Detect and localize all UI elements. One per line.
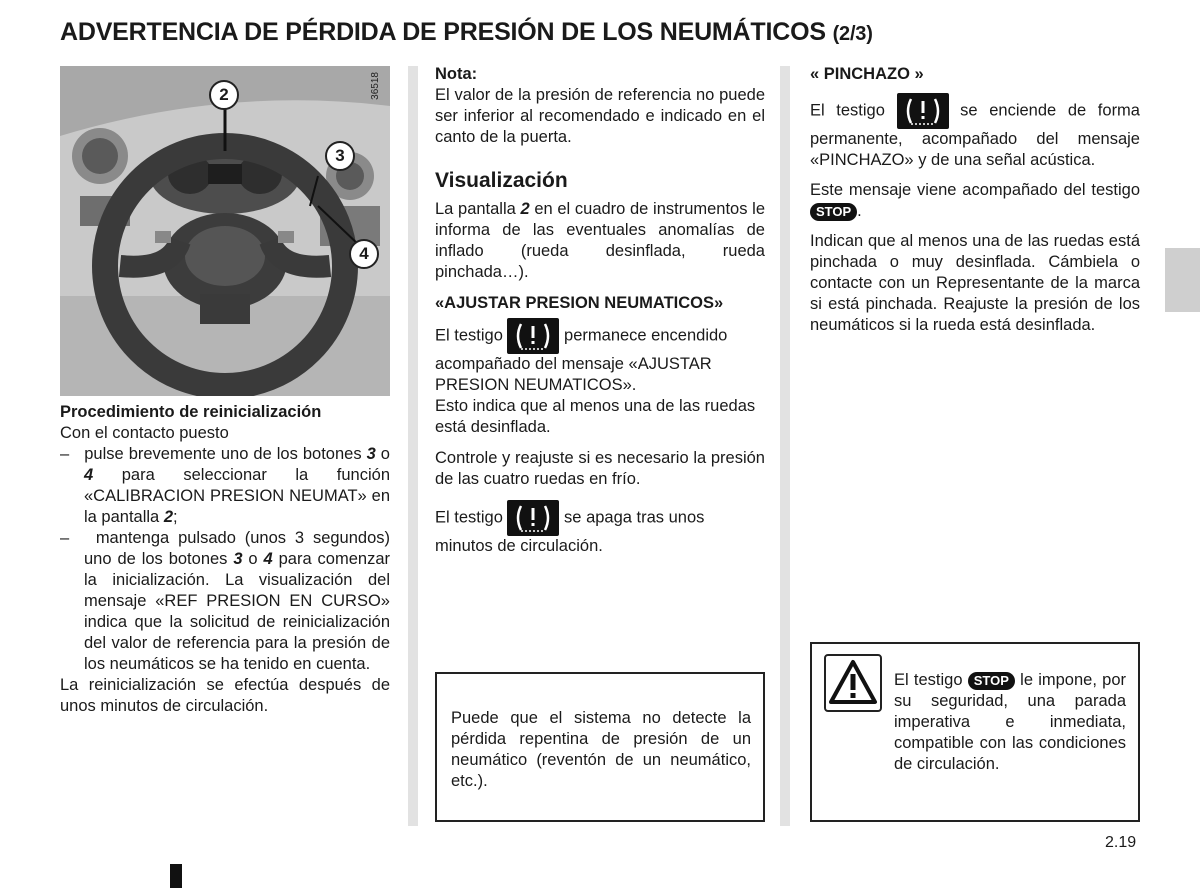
right-column bbox=[810, 64, 1140, 336]
button-ref: 4 bbox=[84, 466, 94, 484]
display-ref: 2 bbox=[520, 200, 530, 218]
page-title-part: (2/3) bbox=[832, 23, 873, 45]
warn-pre: El testigo bbox=[894, 671, 968, 689]
page-title bbox=[60, 18, 873, 47]
callout-3: 3 bbox=[325, 141, 355, 171]
step-text: para comenzar la inicialización. La visualización del mensaje «REF PRESION EN CURSO» indica que la solicitud de reinicialización del valor de referencia para la presión de los neumáticos se ha tenido en cuenta. bbox=[84, 550, 390, 673]
warn-post: le impone, por su seguridad, una parada imperativa e inmediata, compatible con las condiciones de circulación. bbox=[894, 671, 1126, 773]
figure-code: 36518 bbox=[370, 72, 381, 100]
step-text: pulse brevemente uno de los botones bbox=[84, 445, 367, 463]
page-number: 2.19 bbox=[1105, 834, 1137, 851]
tire-pressure-warning-icon bbox=[897, 93, 949, 129]
visualizacion-heading: Visualización bbox=[435, 169, 568, 192]
step-text: para seleccionar la función «CALIBRACION PRESION NEUMAT» en la pantalla bbox=[84, 466, 390, 526]
stop-warning-icon: STOP bbox=[968, 672, 1015, 690]
chapter-tab bbox=[1165, 248, 1200, 312]
ajustar-text bbox=[435, 318, 765, 396]
stop-warning-icon: STOP bbox=[810, 203, 857, 221]
button-ref: 3 bbox=[233, 550, 243, 568]
procedure-step-1 bbox=[60, 444, 390, 528]
page-edge-mark bbox=[170, 864, 182, 888]
apaga-post: se apaga tras unos minutos de circulación. bbox=[435, 508, 705, 555]
stop-post: . bbox=[857, 202, 862, 220]
ajustar-post: permanece encendido acompañado del mensaje «AJUSTAR PRESION NEUMATICOS». bbox=[435, 326, 728, 394]
dash: – bbox=[60, 445, 70, 463]
pinchazo-pre: El testigo bbox=[810, 101, 897, 120]
visualizacion-text bbox=[435, 199, 765, 283]
display-ref: 2 bbox=[163, 508, 173, 526]
step-text: mantenga pulsado (unos 3 segundos) uno de los botones bbox=[84, 529, 390, 568]
controle-text: Controle y reajuste si es necesario la presión de las cuatro ruedas en frío. bbox=[435, 449, 765, 488]
dash: – bbox=[60, 529, 70, 547]
apaga-text bbox=[435, 500, 765, 557]
stop-pre: Este mensaje viene acompañado del testigo bbox=[810, 181, 1140, 199]
pinchazo-text bbox=[810, 93, 1140, 171]
procedure-intro: Con el contacto puesto bbox=[60, 424, 229, 442]
step-text: o bbox=[375, 445, 390, 463]
procedure-step-2 bbox=[60, 528, 390, 675]
steering-wheel-photo bbox=[60, 66, 390, 396]
step-text: ; bbox=[173, 508, 178, 526]
column-separator bbox=[408, 66, 418, 826]
button-ref: 3 bbox=[366, 445, 376, 463]
warning-box bbox=[810, 642, 1140, 822]
ajustar-heading: «AJUSTAR PRESION NEUMATICOS» bbox=[435, 294, 724, 312]
tire-pressure-warning-icon bbox=[507, 500, 559, 536]
step-text: o bbox=[242, 550, 264, 568]
apaga-pre: El testigo bbox=[435, 508, 508, 527]
stop-message-text bbox=[810, 180, 1140, 222]
nota-text: El valor de la presión de referencia no puede ser inferior al recomendado e indicado en el canto de la puerta. bbox=[435, 86, 765, 146]
button-ref: 4 bbox=[263, 550, 273, 568]
procedure-heading: Procedimiento de reinicialización bbox=[60, 403, 322, 421]
tire-pressure-warning-icon bbox=[507, 318, 559, 354]
callout-2: 2 bbox=[209, 80, 239, 110]
left-column bbox=[60, 402, 390, 717]
vis-text: La pantalla bbox=[435, 200, 521, 218]
ajustar-pre: El testigo bbox=[435, 326, 508, 345]
pinchazo-post: se enciende de forma permanente, acompañado del mensaje «PINCHAZO» y de una señal acústica. bbox=[810, 101, 1140, 169]
page-title-main: ADVERTENCIA DE PÉRDIDA DE PRESIÓN DE LOS NEUMÁTICOS bbox=[60, 18, 826, 46]
notice-text: Puede que el sistema no detecte la pérdida repentina de presión de un neumático (reventón de un neumático, etc.). bbox=[451, 709, 751, 790]
procedure-closing: La reinicialización se efectúa después de unos minutos de circulación. bbox=[60, 676, 390, 715]
pinchazo-heading: « PINCHAZO » bbox=[810, 65, 924, 83]
notice-box bbox=[435, 672, 765, 822]
column-separator bbox=[780, 66, 790, 826]
middle-column bbox=[435, 64, 765, 557]
vis-text: en el cuadro de instrumentos le informa de las eventuales anomalías de inflado (rueda desinflada, rueda pinchada…). bbox=[435, 200, 765, 281]
warning-text bbox=[894, 670, 1126, 775]
ajustar-explanation: Esto indica que al menos una de las ruedas está desinflada. bbox=[435, 397, 756, 436]
nota-label: Nota: bbox=[435, 65, 478, 83]
warning-triangle-icon bbox=[824, 654, 882, 712]
indican-text: Indican que al menos una de las ruedas está pinchada o muy desinflada. Cámbiela o contacte con un Representante de la marca si está pinchada. Reajuste la presión de los neumáticos si la rueda está desinflada. bbox=[810, 232, 1140, 334]
callout-4: 4 bbox=[349, 239, 379, 269]
